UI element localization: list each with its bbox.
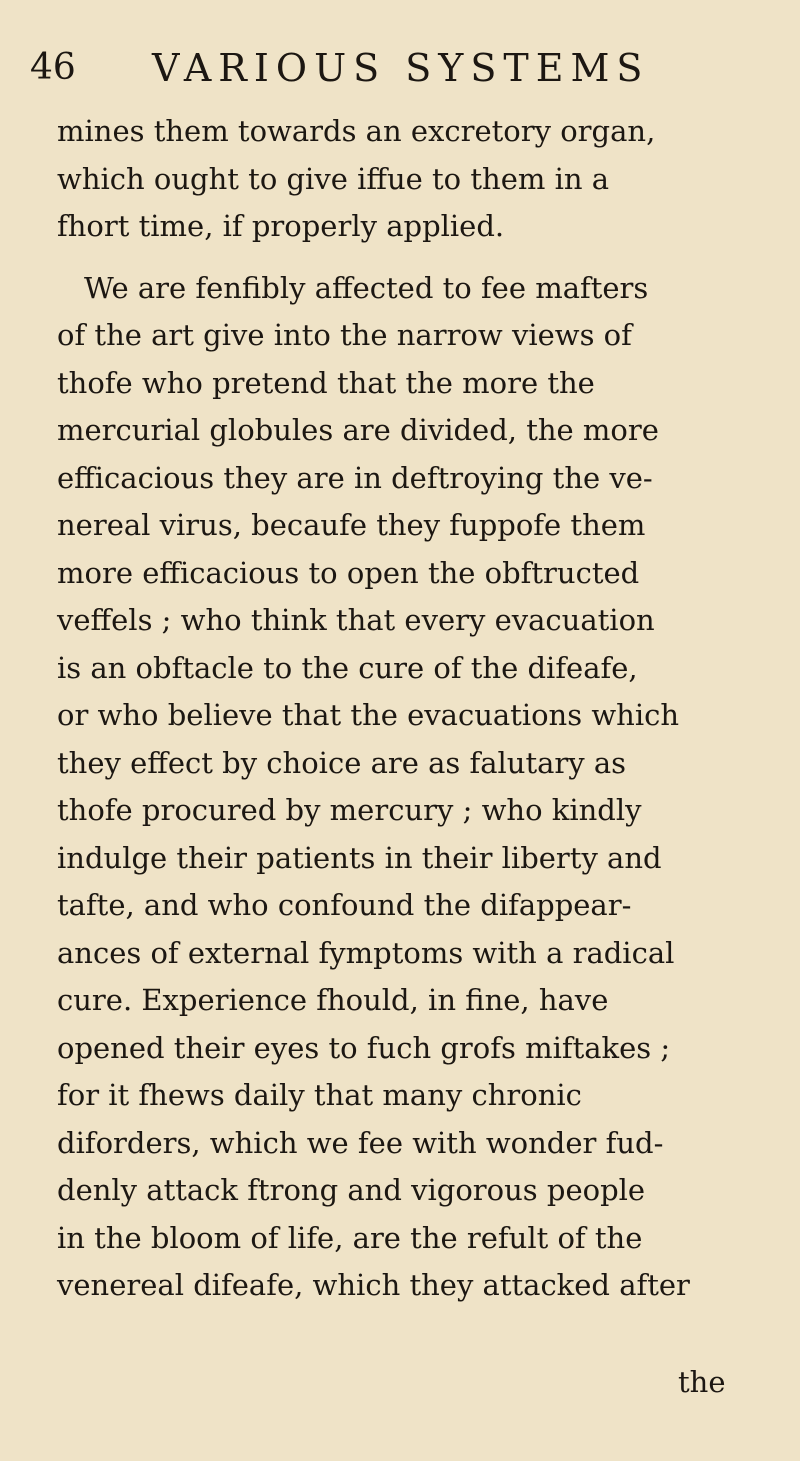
text-line: more efficacious to open the obftructed	[57, 555, 640, 590]
text-line: cure. Experience fhould, in fine, have	[57, 983, 609, 1017]
page-number: 46	[30, 47, 76, 88]
text-line: thofe who pretend that the more the	[57, 365, 595, 400]
text-line: is an obftacle to the cure of the difeafe,	[57, 650, 638, 685]
text-line: mines them towards an excretory organ,	[57, 114, 656, 148]
text-line: tafte, and who confound the difappear-	[57, 888, 632, 922]
paragraph-2	[57, 265, 757, 1310]
text-line: opened their eyes to fuch grofs miftakes ;	[57, 1030, 671, 1065]
text-line: ances of external fymptoms with a radical	[57, 935, 675, 970]
text-line: for it fhews daily that many chronic	[57, 1078, 582, 1112]
text-line: efficacious they are in deftroying the ve-	[57, 460, 653, 495]
text-line: they effect by choice are as falutary as	[57, 745, 627, 780]
text-line: denly attack ftrong and vigorous people	[57, 1173, 646, 1207]
paragraph-1	[57, 108, 757, 251]
text-line: venereal difeafe, which they attacked after	[57, 1268, 690, 1302]
text-line: mercurial globules are divided, the more	[57, 413, 659, 447]
running-head: VARIOUS SYSTEMS	[152, 46, 650, 90]
text-line: in the bloom of life, are the refult of the	[57, 1220, 643, 1255]
text-line: diforders, which we fee with wonder fud-	[57, 1125, 664, 1160]
page-header	[30, 44, 690, 92]
text-line: fhort time, if properly applied.	[57, 209, 505, 243]
text-line: of the art give into the narrow views of	[57, 318, 632, 352]
text-line: indulge their patients in their liberty and	[57, 840, 662, 875]
text-line: or who believe that the evacuations which	[57, 698, 680, 732]
text-line: thofe procured by mercury ; who kindly	[57, 793, 642, 827]
text-line: veffels ; who think that every evacuation	[57, 603, 655, 637]
catchword: the	[678, 1365, 726, 1399]
text-line: nereal virus, becaufe they fuppofe them	[57, 508, 646, 542]
text-line: which ought to give iffue to them in a	[57, 161, 610, 196]
text-line: We are fenfibly affected to fee mafters	[84, 270, 649, 305]
body-text	[57, 108, 757, 1310]
